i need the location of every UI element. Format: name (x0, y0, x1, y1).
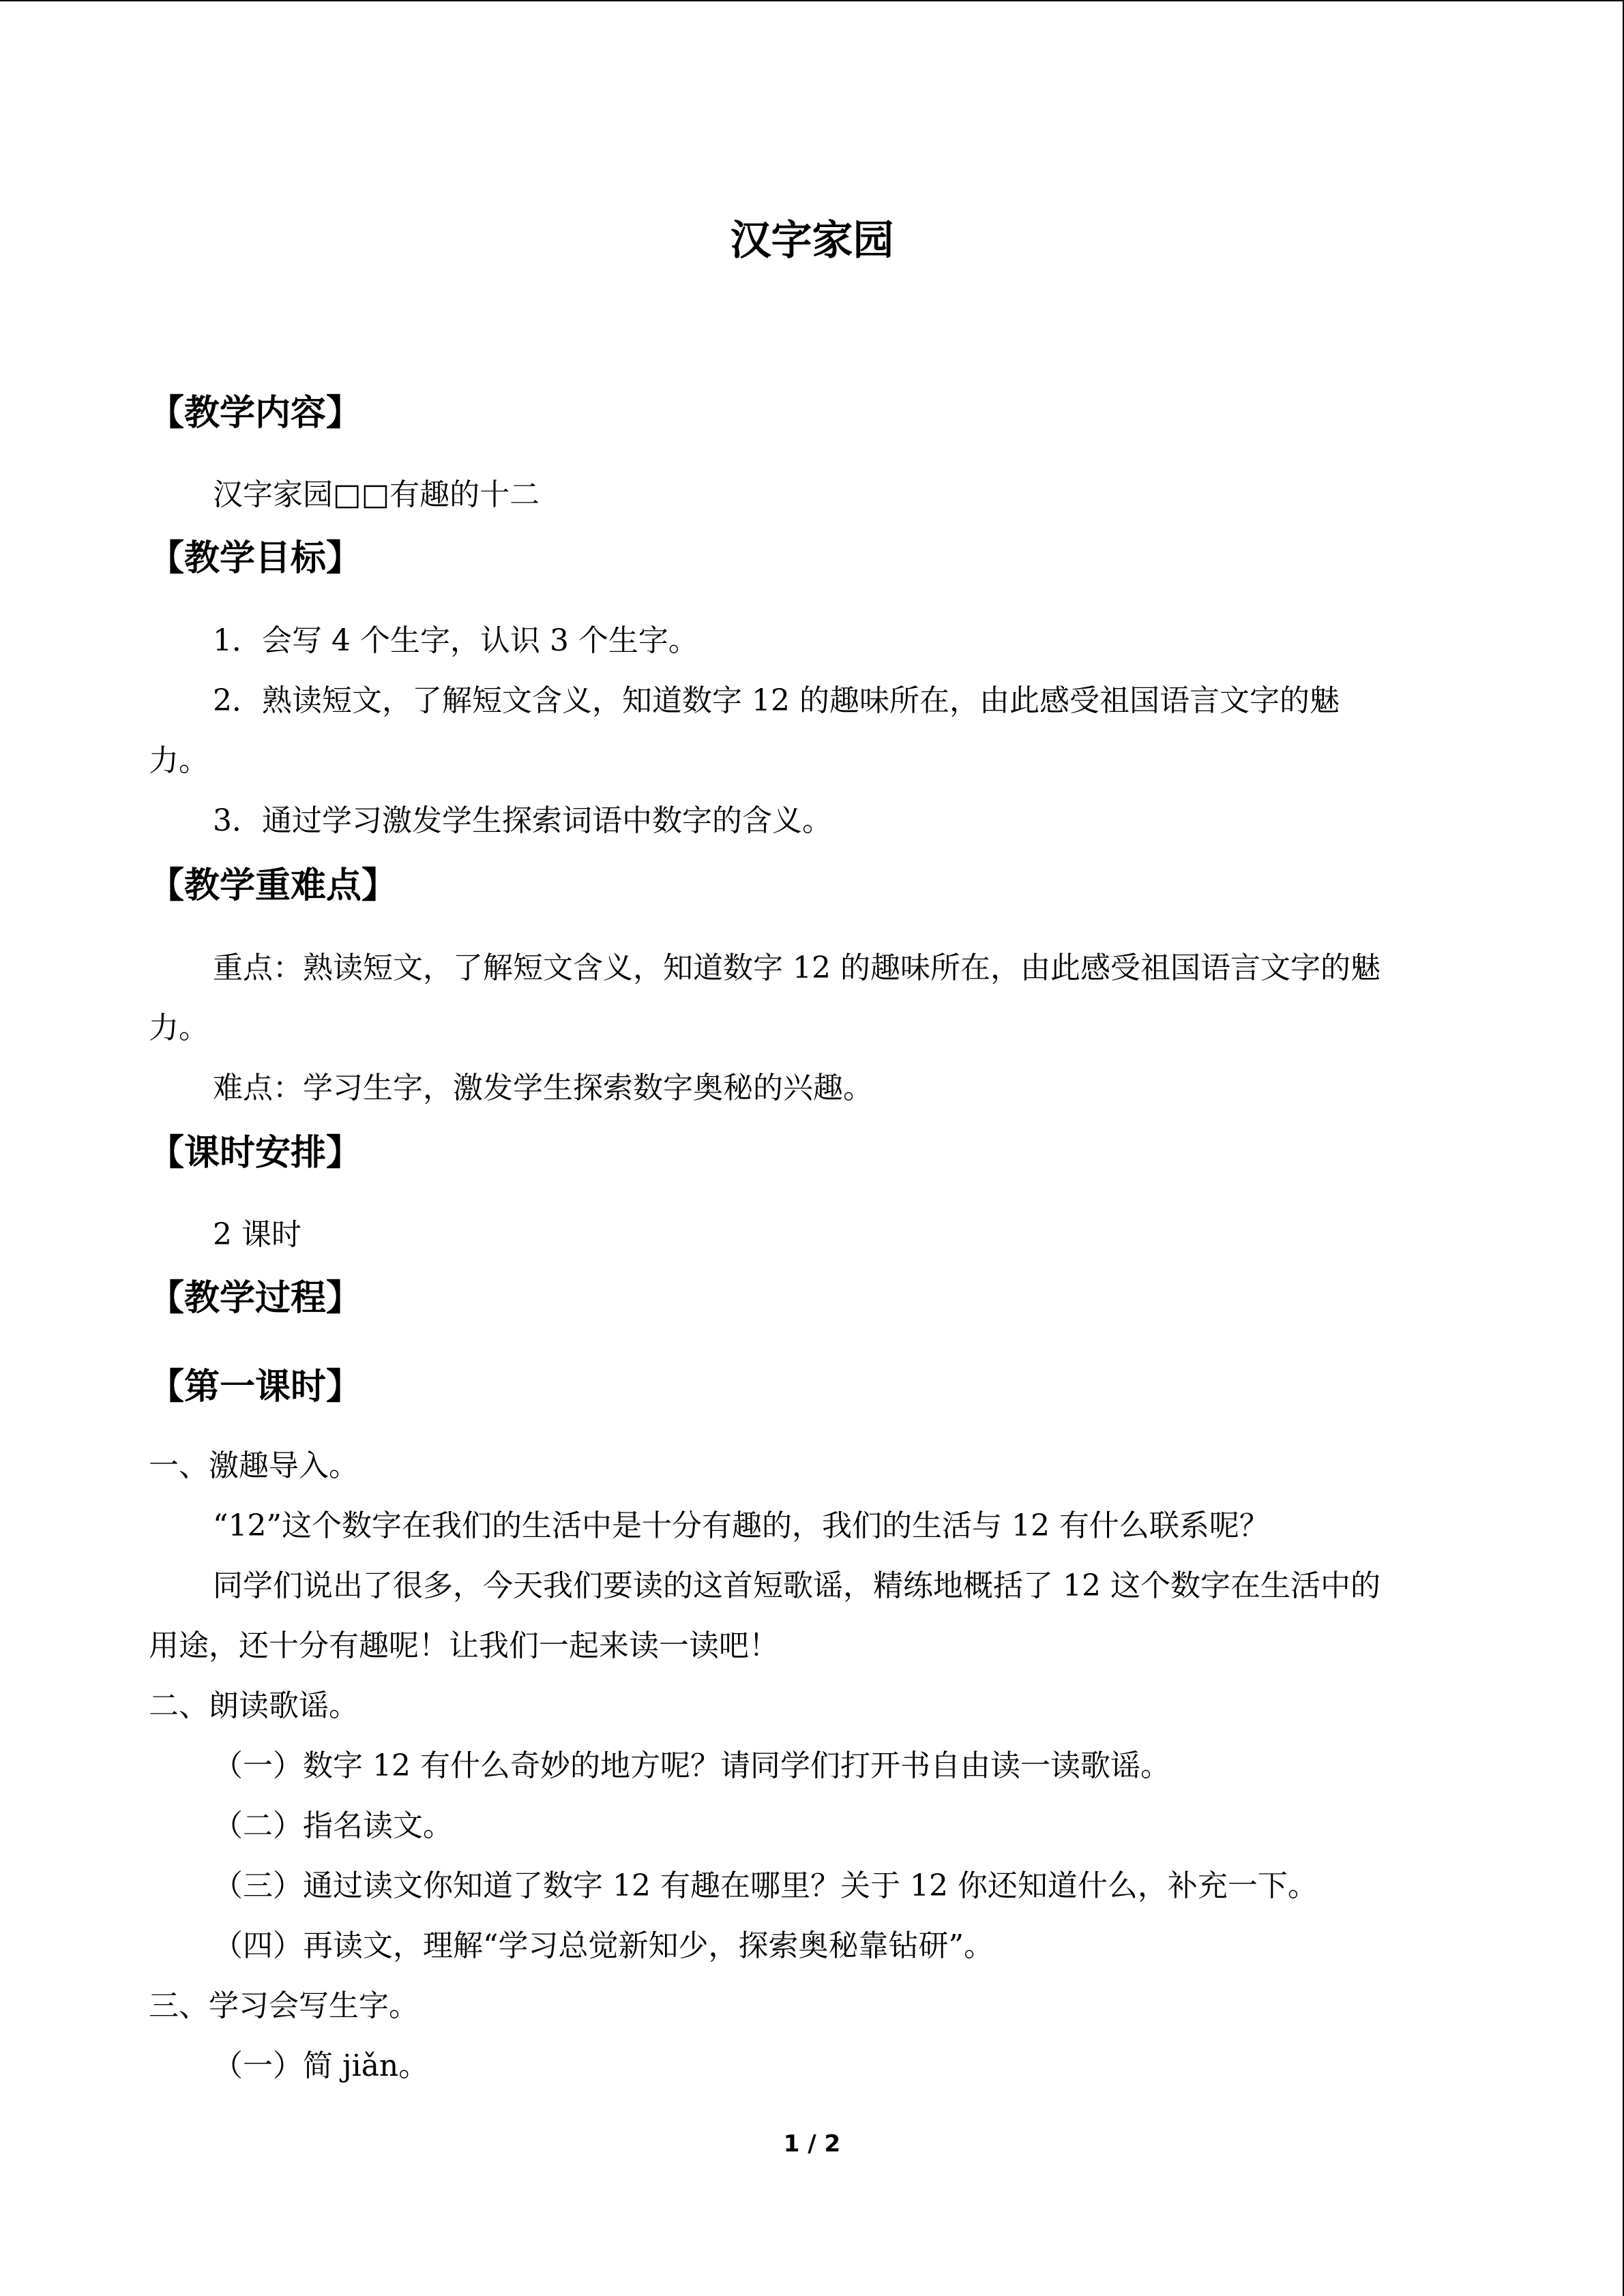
step-1-title: 一、激趣导入。 (149, 1448, 359, 1483)
key-point-line2: 力。 (149, 1011, 209, 1045)
difficulty-point: 难点：学习生字，激发学生探索数字奥秘的兴趣。 (213, 1071, 873, 1105)
teaching-content-text: 汉字家园□□有趣的十二 (213, 477, 540, 512)
step-1-paragraph-2-line1: 同学们说出了很多，今天我们要读的这首短歌谣，精练地概括了 12 这个数字在生活中的 (213, 1568, 1381, 1603)
document-title: 汉字家园 (730, 217, 894, 265)
goal-1: 1．会写 4 个生字，认识 3 个生字。 (213, 623, 698, 658)
heading-schedule: 【课时安排】 (149, 1132, 362, 1174)
heading-teaching-content: 【教学内容】 (149, 392, 362, 434)
page-number: 1 / 2 (783, 2130, 841, 2158)
key-point-line1: 重点：熟读短文，了解短文含义，知道数字 12 的趣味所在，由此感受祖国语言文字的魅 (213, 951, 1381, 985)
schedule-text: 2 课时 (213, 1217, 301, 1252)
goal-2-line1: 2．熟读短文，了解短文含义，知道数字 12 的趣味所在，由此感受祖国语言文字的魅 (213, 683, 1340, 718)
step-3-item-a: （一）简 jiǎn。 (213, 2048, 429, 2083)
step-1-paragraph-2-line2: 用途，还十分有趣呢！让我们一起来读一读吧！ (149, 1628, 779, 1663)
goal-2-line2: 力。 (149, 743, 209, 778)
heading-teaching-goals: 【教学目标】 (149, 537, 362, 579)
heading-first-lesson: 【第一课时】 (149, 1366, 362, 1407)
step-2-item-d: （四）再读文，理解“学习总觉新知少，探索奥秘靠钻研”。 (213, 1928, 994, 1963)
step-1-paragraph-1: “12”这个数字在我们的生活中是十分有趣的，我们的生活与 12 有什么联系呢？ (213, 1508, 1269, 1543)
step-2-item-b: （二）指名读文。 (213, 1808, 453, 1843)
heading-teaching-process: 【教学过程】 (149, 1277, 362, 1319)
step-3-title: 三、学习会写生字。 (149, 1988, 419, 2023)
step-2-item-a: （一）数字 12 有什么奇妙的地方呢？请同学们打开书自由读一读歌谣。 (213, 1748, 1170, 1783)
goal-3: 3．通过学习激发学生探索词语中数字的含义。 (213, 803, 832, 838)
heading-key-points: 【教学重难点】 (149, 865, 398, 906)
step-2-item-c: （三）通过读文你知道了数字 12 有趣在哪里？关于 12 你还知道什么，补充一下。 (213, 1868, 1318, 1903)
step-2-title: 二、朗读歌谣。 (149, 1688, 359, 1723)
